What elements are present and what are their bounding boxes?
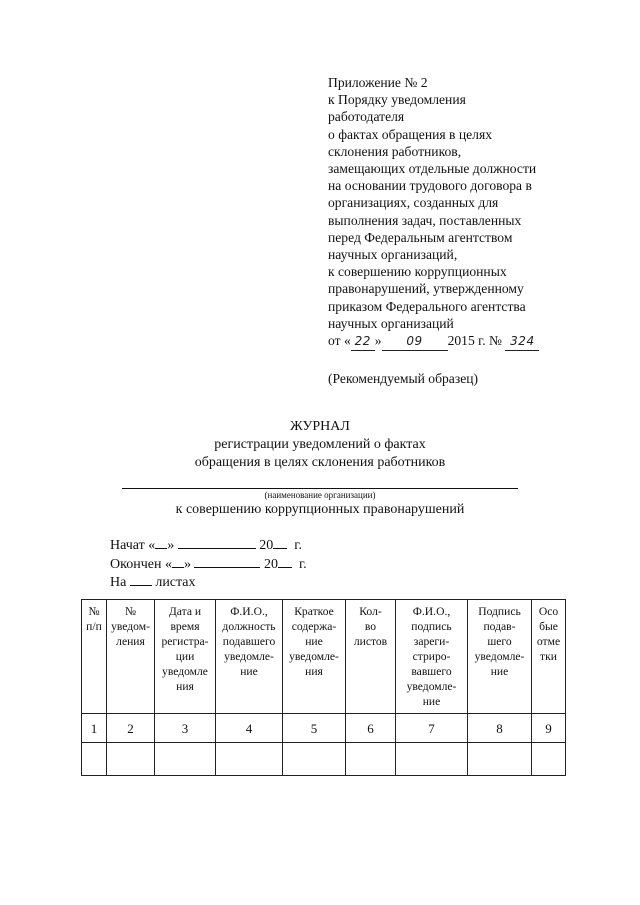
empty-entry-row	[82, 743, 566, 776]
date-prefix: от «	[328, 333, 351, 349]
header-text-line: ние	[422, 695, 441, 708]
header-cell	[155, 600, 216, 714]
started-line	[110, 536, 307, 555]
sample-note: (Рекомендуемый образец)	[328, 371, 479, 386]
appendix-line: Приложение № 2	[328, 75, 428, 90]
year-prefix: 20	[259, 538, 274, 553]
header-text-line: отме	[536, 635, 561, 648]
header-text-line: ния	[305, 665, 323, 678]
appendix-line: приказом Федерального агентства	[328, 298, 526, 314]
header-text-line: Подпись	[478, 605, 521, 618]
order-month-handwritten: 09	[382, 333, 448, 351]
appendix-line: о фактах обращения в целях	[328, 126, 493, 142]
appendix-block	[328, 74, 628, 351]
header-text-line: вавшего	[411, 665, 452, 678]
empty-cell	[82, 743, 107, 776]
header-text-line: Краткое	[294, 605, 334, 618]
header-text-line: регистра-	[161, 635, 209, 648]
header-text-line: должность	[222, 620, 276, 633]
order-year-text: 2015 г. №	[447, 333, 502, 349]
year-suffix: г.	[294, 538, 302, 553]
organization-name-line	[122, 488, 518, 489]
appendix-line: на основании трудового договора в	[328, 178, 532, 194]
empty-cell	[346, 743, 396, 776]
sheets-suffix: листах	[155, 575, 196, 590]
empty-cell	[107, 743, 155, 776]
column-number: 8	[468, 714, 532, 743]
appendix-line: перед Федеральным агентством	[328, 229, 513, 245]
header-text-line: №	[88, 605, 100, 618]
ended-line	[110, 555, 307, 574]
header-text-line: ции	[175, 650, 195, 663]
header-text-line: Осо	[538, 605, 559, 618]
header-cell	[107, 600, 155, 714]
header-text-line: уведомле-	[224, 650, 274, 663]
close-quote: »	[183, 556, 191, 572]
column-number: 7	[396, 714, 468, 743]
blank-year	[273, 536, 287, 549]
blank-month	[178, 536, 256, 549]
header-cell	[346, 600, 396, 714]
date-mid: »	[374, 333, 382, 349]
empty-cell	[283, 743, 346, 776]
ended-label: Окончен «	[110, 556, 172, 572]
header-text-line: листов	[353, 635, 388, 648]
column-number: 9	[532, 714, 566, 743]
appendix-line: к Порядку уведомления	[328, 92, 466, 108]
appendix-line: работодателя	[328, 109, 405, 125]
journal-dates	[110, 536, 307, 592]
year-prefix: 20	[263, 556, 278, 572]
order-number-handwritten: 324	[505, 333, 539, 351]
organization-caption: (наименование организации)	[264, 490, 376, 500]
header-text-line: ние	[240, 665, 258, 678]
header-cell	[468, 600, 532, 714]
header-text-line: уведомле-	[406, 680, 457, 693]
column-number: 2	[107, 714, 155, 743]
column-number: 1	[82, 714, 107, 743]
header-text-line: ления	[116, 635, 145, 648]
header-text-line: Дата и	[168, 605, 202, 618]
empty-cell	[468, 743, 532, 776]
header-text-line: во	[364, 620, 377, 633]
appendix-line: склонения работников,	[328, 143, 462, 159]
order-day-handwritten: 22	[351, 333, 375, 351]
header-cell	[283, 600, 346, 714]
journal-subtitle-2: обращения в целях склонения работников	[194, 455, 446, 470]
empty-cell	[155, 743, 216, 776]
appendix-line: научных организаций	[328, 315, 454, 331]
appendix-line: научных организаций,	[328, 247, 458, 263]
header-cell	[82, 600, 107, 714]
header-text-line: время	[170, 620, 200, 633]
table-header-row	[82, 600, 566, 714]
header-text-line: Ф.И.О.,	[412, 605, 451, 618]
header-text-line: уведомле	[162, 665, 208, 678]
appendix-line: замещающих отдельные должности	[328, 161, 537, 177]
column-numbers-row	[82, 714, 566, 743]
header-text-line: ния	[176, 680, 194, 693]
close-quote: »	[167, 538, 175, 553]
column-number: 5	[283, 714, 346, 743]
header-text-line: №	[124, 605, 137, 618]
header-text-line: бые	[539, 620, 558, 633]
header-text-line: шего	[487, 635, 512, 648]
header-text-line: подпись	[411, 620, 452, 633]
column-number: 3	[155, 714, 216, 743]
journal-table	[81, 599, 566, 776]
appendix-line: выполнения задач, поставленных	[328, 212, 522, 228]
header-text-line: стриро-	[412, 650, 451, 663]
column-number: 4	[216, 714, 283, 743]
blank-day	[172, 555, 184, 568]
header-text-line: Кол-	[359, 605, 382, 618]
blank-month	[194, 555, 260, 568]
header-text-line: п/п	[86, 620, 102, 633]
header-text-line: тки	[540, 650, 557, 663]
header-text-line: содержа-	[291, 620, 337, 633]
blank-sheets	[130, 573, 152, 586]
column-number: 6	[346, 714, 396, 743]
appendix-line: к совершению коррупционных	[328, 264, 507, 280]
empty-cell	[532, 743, 566, 776]
header-cell	[396, 600, 468, 714]
header-cell	[216, 600, 283, 714]
header-text-line: подав-	[483, 620, 516, 633]
sheets-prefix: На	[110, 575, 127, 590]
header-text-line: уведомле-	[474, 650, 525, 663]
header-text-line: уведом-	[111, 620, 150, 633]
journal-title: ЖУРНАЛ	[290, 419, 350, 434]
header-text-line: зареги-	[413, 635, 450, 648]
empty-cell	[216, 743, 283, 776]
blank-year	[278, 555, 292, 568]
sheets-line	[110, 573, 307, 592]
journal-subtitle-1: регистрации уведомлений о фактах	[214, 437, 426, 452]
header-text-line: Ф.И.О.,	[230, 605, 268, 618]
header-text-line: уведомле-	[289, 650, 339, 663]
journal-subtitle-3: к совершению коррупционных правонарушений	[175, 502, 465, 517]
order-date-line	[328, 332, 628, 351]
appendix-line: организациях, созданных для	[328, 195, 499, 211]
header-text-line: ние	[490, 665, 509, 678]
header-text-line: ние	[305, 635, 323, 648]
started-label: Начат «	[110, 538, 156, 553]
header-cell	[532, 600, 566, 714]
empty-cell	[396, 743, 468, 776]
year-suffix: г.	[298, 556, 307, 572]
appendix-line: правонарушений, утвержденному	[328, 281, 524, 297]
blank-day	[155, 536, 167, 549]
header-text-line: подавшего	[222, 635, 276, 648]
